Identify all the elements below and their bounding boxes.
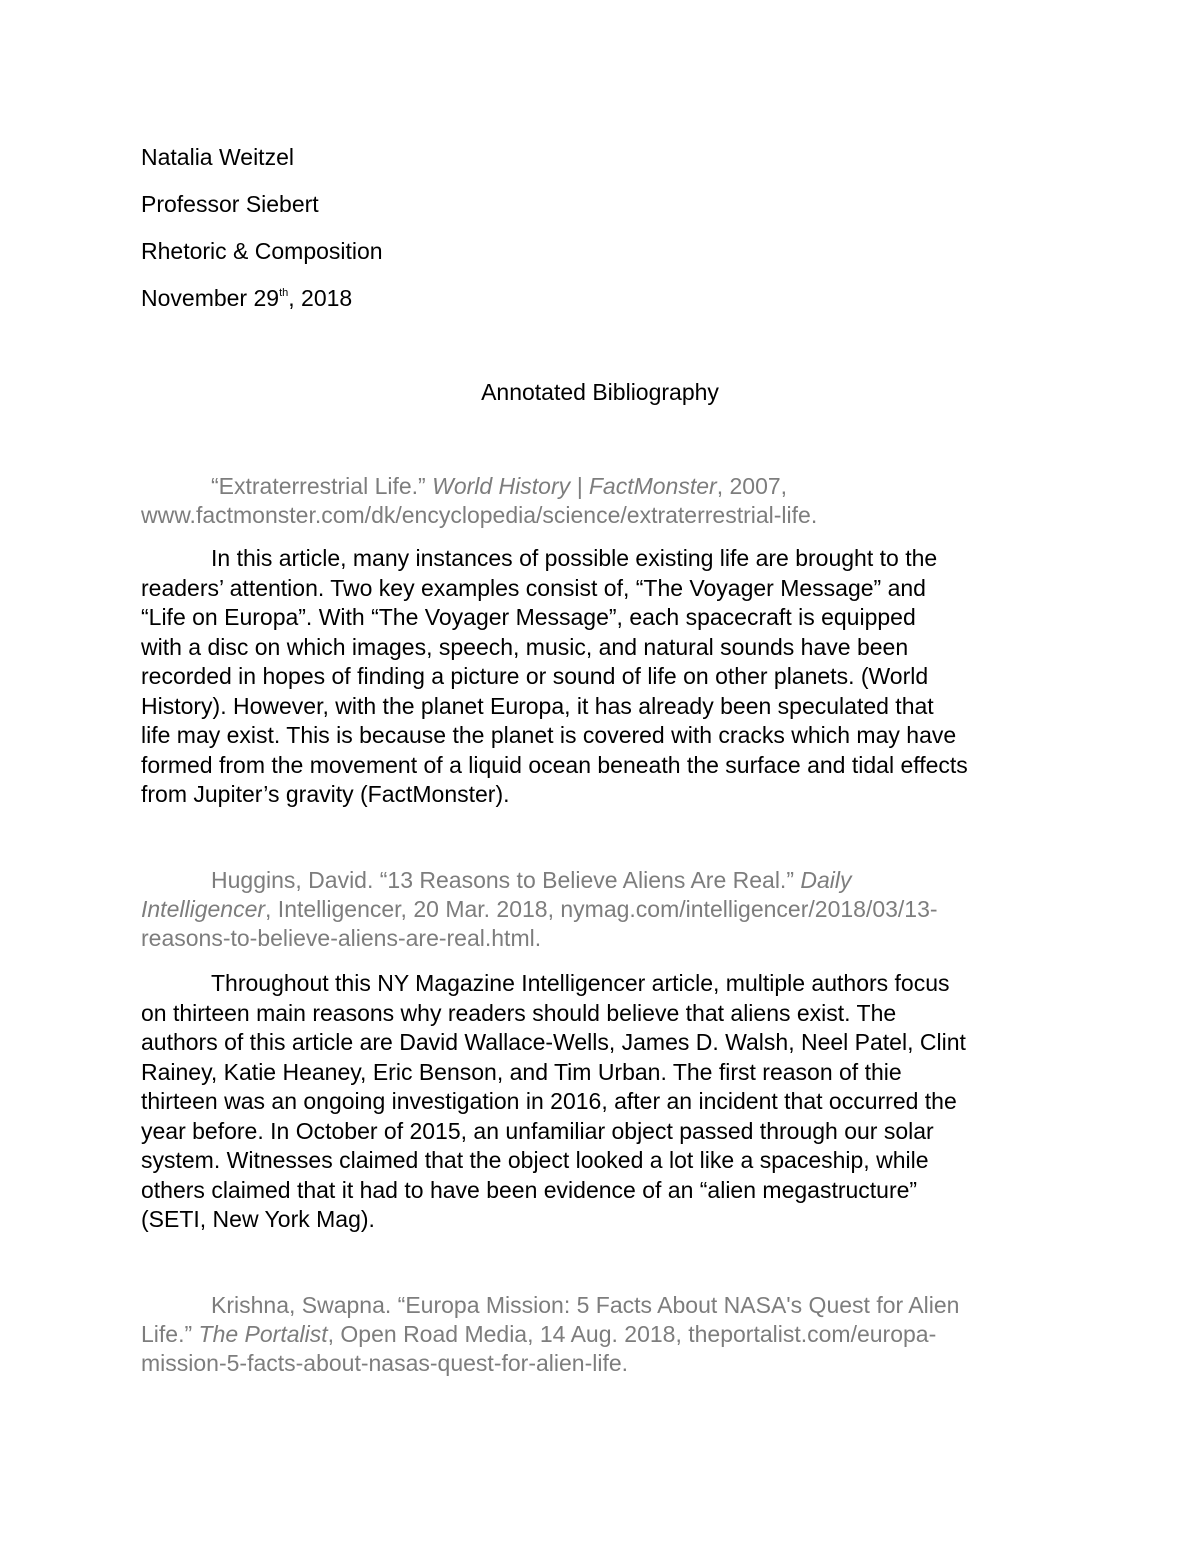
citation-3-line-3: mission-5-facts-about-nasas-quest-for-alien-life. <box>141 1350 629 1376</box>
annotation-1-line: from Jupiter’s gravity (FactMonster). <box>141 781 510 807</box>
annotation-2-line: (SETI, New York Mag). <box>141 1206 375 1232</box>
professor-name: Professor Siebert <box>141 191 319 217</box>
citation-3-text: Life.” <box>141 1321 199 1347</box>
citation-1-line-1 <box>141 472 1071 501</box>
citation-2-source-title-part: Daily <box>800 867 852 893</box>
annotation-2-line: on thirteen main reasons why readers should believe that aliens exist. The <box>141 999 897 1026</box>
annotation-1-line: “Life on Europa”. With “The Voyager Message”, each spacecraft is equipped <box>141 604 916 630</box>
annotation-1-line: recorded in hopes of finding a picture or sound of life on other planets. (World <box>141 663 929 689</box>
course-name: Rhetoric & Composition <box>141 238 383 264</box>
citation-3-line-1: Krishna, Swapna. “Europa Mission: 5 Facts About NASA's Quest for Alien <box>211 1292 960 1318</box>
annotation-2-line: authors of this article are David Wallace-Wells, James D. Walsh, Neel Patel, Clint <box>141 1029 966 1055</box>
annotation-2-line: system. Witnesses claimed that the object looked a lot like a spaceship, while <box>141 1147 929 1173</box>
annotation-2-line: year before. In October of 2015, an unfamiliar object passed through our solar <box>141 1117 934 1144</box>
annotation-2 <box>141 969 1071 1235</box>
annotation-1-line: In this article, many instances of possible existing life are brought to the <box>211 545 938 571</box>
annotation-1-line: with a disc on which images, speech, music, and natural sounds have been <box>141 633 909 660</box>
citation-2-text: Huggins, David. “13 Reasons to Believe Aliens Are Real.” <box>211 867 801 893</box>
date-line <box>141 284 352 312</box>
citation-2-source-title-part: Intelligencer <box>141 896 266 922</box>
citation-3-publisher: , Open Road Media, 14 Aug. 2018, theportalist.com/europa- <box>327 1321 937 1347</box>
student-name: Natalia Weitzel <box>141 144 294 170</box>
annotation-2-line: Throughout this NY Magazine Intelligencer article, multiple authors focus <box>211 970 950 996</box>
citation-1-text: “Extraterrestrial Life.” <box>211 473 433 499</box>
citation-3-source-title: The Portalist <box>198 1321 328 1347</box>
citation-2-publisher: , Intelligencer, 20 Mar. 2018, nymag.com/intelligencer/2018/03/13- <box>265 896 938 922</box>
citation-2-line-3: reasons-to-believe-aliens-are-real.html. <box>141 925 542 951</box>
citation-3 <box>141 1291 1071 1378</box>
annotation-2-line: Rainey, Katie Heaney, Eric Benson, and Tim Urban. The first reason of thie <box>141 1058 902 1085</box>
annotation-1-line: readers’ attention. Two key examples consist of, “The Voyager Message” and <box>141 574 926 601</box>
citation-3-line-2 <box>141 1320 1071 1349</box>
annotation-1-line: life may exist. This is because the planet is covered with cracks which may have <box>141 722 957 748</box>
annotation-1-line: History). However, with the planet Europa, it has already been speculated that <box>141 692 934 719</box>
citation-1-year: , 2007, <box>716 473 788 499</box>
annotation-2-line: others claimed that it had to have been evidence of an “alien megastructure” <box>141 1176 918 1203</box>
date-prefix: November 29 <box>141 285 280 311</box>
annotation-2-line: thirteen was an ongoing investigation in 2016, after an incident that occurred the <box>141 1088 957 1114</box>
date-superscript: th <box>279 287 289 299</box>
date-suffix: , 2018 <box>288 285 353 311</box>
document-title: Annotated Bibliography <box>481 379 719 405</box>
citation-2 <box>141 866 1071 953</box>
annotation-1 <box>141 544 1071 810</box>
citation-1 <box>141 472 1071 530</box>
citation-1-source-title: World History | FactMonster <box>432 473 717 499</box>
citation-2-line-2 <box>141 895 1071 924</box>
annotation-1-line: formed from the movement of a liquid ocean beneath the surface and tidal effects <box>141 751 968 778</box>
citation-2-line-1 <box>141 866 1071 895</box>
citation-1-line-2: www.factmonster.com/dk/encyclopedia/science/extraterrestrial-life. <box>141 502 818 528</box>
